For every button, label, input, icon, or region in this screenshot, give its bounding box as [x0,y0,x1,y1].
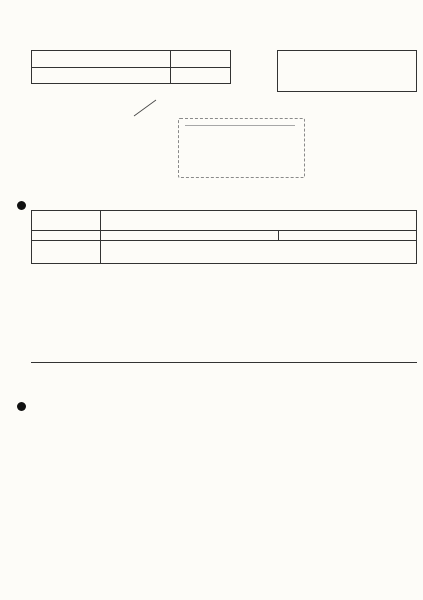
punch-hole [17,402,26,411]
office-info-box [277,50,417,92]
section-divider [31,362,417,363]
property-box [31,210,417,264]
received-stamp [178,118,305,178]
handwritten-slash [130,98,160,118]
punch-hole [17,201,26,210]
distribution-list [60,397,72,411]
